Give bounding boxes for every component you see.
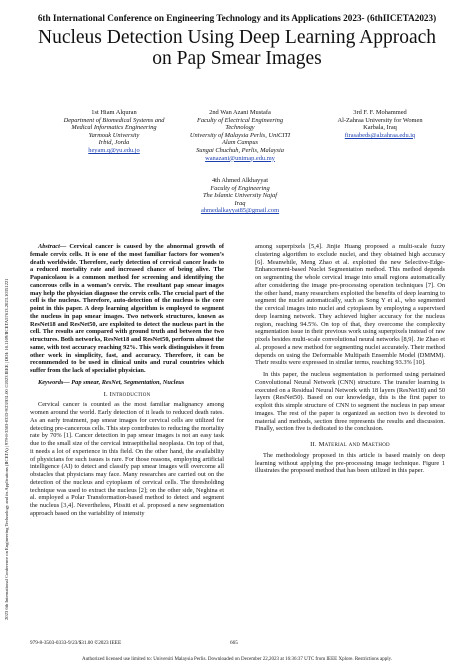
title-line-2: on Pap Smear Images (152, 48, 322, 69)
body-paragraph: among superpixels [5,4]. Jinjie Huang proposed a multi-scale fuzzy clustering algorithm to exclude nuclei, and they obtained high accuracy [6]. Meanwhile, Meng Zhao et al. exploited the new Selective-Edge-Enhancement-based Nuclei Segmentation method. This method depends on segmenting the whole cervical image into small regions automatically after considering the image pre-processing operation techniques [7]. On the other hand, many researchers exploited the benefits of deep learning to segment the nuclei automatically, such as Song Y et al., who segmented the cervical images into nuclei and cytoplasm by employing a supervised deep learning network. They achieved higher accuracy for the nucleus region, reaching 94.5%. On top of that, they overcome the complexity segmentation issue in their previous work using superpixels instead of raw pixels besides multi-scale convolutional neural networks [8,9]. Jie Zhao et al. proposed a new method for segmenting nuclei accurately. Their method depends on using the Deformable Multipath Ensemble Model (DMMM). Their results were expressed in similar terms, reaching 93.3% [10]. (255, 243, 445, 367)
author-affiliation: Yarmouk University (88, 131, 140, 139)
author-email-link[interactable]: firasabeds@alzahraa.edu.iq (344, 131, 416, 139)
sidebar-citation (4, 150, 12, 620)
body-paragraph: In this paper, the nucleus segmentation is performed using pertained Convolutional Neural Network (CNN) structure. The transfer learning is executed on a Residual Neural Network with 18 layers (ResNet18) and 50 layers (ResNet50). Based on our knowledge, this is the first paper to exploit this simple structure of CNN to segment the nucleus in pap smear images. The rest of the paper is organized as section two is devoted to material and methods, section three represents the results and discussion. Finally, section five is dedicated to the conclusion. (255, 371, 445, 433)
isbn-footer: 979-8-3503-0333-9/23/$31.00 ©2023 IEEE (30, 640, 122, 646)
author-affiliation: Sungai Chuchuh, Perlis, Malaysia (196, 146, 284, 154)
author-block-1 (54, 109, 174, 155)
authorized-use-footer: Authorized licensed use limited to: Universiti Malaysia Perlis. Downloaded on December 22,2023 at 16:36:37 UTC from IEEE Xplore. Restrictions apply. (81, 657, 393, 662)
author-affiliation: Alam Campus (221, 139, 259, 147)
conference-header: 6th International Conference on Engineering Technology and its Applications 2023- (6thIICETA2023) (37, 13, 437, 23)
abstract-paragraph (30, 243, 224, 375)
abstract-label: Abstract (38, 243, 60, 250)
author-block-3 (320, 109, 440, 139)
abstract-text: — Cervical cancer is caused by the abnormal growth of female cervix cells. It is one of the most familiar factors for women’s death worldwide. Therefore, early detection of cervical cancer leads to a reduced mortality rate and increased chance of being alive. The Papanicolaou is a common method for screening and identifying the cancerous cells in a woman’s cervix. The resultant pap smear images may help the physician diagnose the cervix cells. The crucial part of the cell is the nucleus. Therefore, auto-detection of the nucleus is the core point in this paper. A deep learning algorithm is employed to segment the nucleus in pap smear images. Two network structures, known as ResNet18 and ResNet50, are exploited to detect the nucleus part in the cell. The results are compared with ground truth and between the two structures. Both networks, ResNet18 and ResNet50, perform almost the same, with test accuracy reaching 92%. This work distinguishes it from other work in simplicity, fast, and accuracy. Therefore, it can be recommended to be used in clinical units and rural countries which suffer from the lack of specialist physician. (30, 243, 224, 374)
sidebar-citation-text: 2023 6th International Conference on Engineering Technology and its Applications (IICETA) | 979-8-3503-0333-9/23/$31.00 ©2023 IEEE | DOI: 10.1109/IICETA57613.2023.10351221 (4, 278, 9, 620)
author-name: 1st Hiam Alquran (91, 109, 137, 116)
author-block-2 (180, 109, 300, 162)
page-number: 665 (230, 640, 238, 646)
author-name: 4th Ahmed Alkhayyat (211, 177, 269, 184)
body-paragraph: The methodology proposed in this article is based mainly on deep learning without applying the pre-processing image technique. Figure 1 illustrates the proposed method that has been utilized in this paper. (255, 451, 445, 475)
author-affiliation: Iraq (234, 199, 246, 207)
paper-title (0, 27, 474, 69)
keywords-label: Keywords— (38, 378, 70, 386)
author-affiliation: The Islamic University Najaf (202, 192, 278, 200)
author-affiliation: Faculty of Electrical Engineering (196, 116, 284, 124)
keywords-paragraph (30, 379, 224, 387)
author-affiliation: University of Malaysia Perlis, UniCITI (189, 131, 291, 139)
author-email-link[interactable]: ahmedalkayyat85@gmail.com (200, 207, 280, 215)
author-affiliation: Technology (225, 124, 255, 132)
keywords-text: Pap smear, ResNet, Segmentation, Nucleus (69, 378, 185, 386)
author-email-link[interactable]: heyam.q@yu.edu.jo (88, 146, 140, 154)
introduction-paragraph: Cervical cancer is counted as the most familiar malignancy among women around the world. Early detection of it leads to reduced death rates. As an early treatment, pap smear images for cervical cells are utilized for detecting pre-cancerous cells. This step contributes to reducing the mortality rate by 70% [1]. Cancer detection in pap smear images is not an easy task due to the small size of the cervical intraepithelial neoplasia. On top of that, it needs a lot of experience in this field. On the other hand, the availability of physicians for such issues is rare. For those reasons, employing artificial intelligence (AI) to detect and classify pap smear images will overcome all obstacles that physicians may face. Many researches are carried out on the detection of the nucleus and cytoplasm of cervical cells. The thresholding technique was used to extract the nucleus [2]; on the other side, Neghina et al. employed a Polar Transformation-based method to detect and segment the nucleus [3,4]. Nevertheless, Plissiti et al. proposed a new segmentation approach based on the variability of intensity (30, 401, 225, 517)
author-name: 3rd F. F. Mohammed (353, 109, 407, 116)
author-affiliation: Irbid, Jorda (98, 139, 130, 147)
section-heading-introduction: I. Introduction (103, 390, 151, 398)
author-affiliation: Department of Biomedical Systems and (63, 116, 165, 124)
author-affiliation: Faculty of Engineering (210, 184, 270, 192)
author-email-link[interactable]: wanazani@unimap.edu.my (205, 154, 275, 162)
author-affiliation: Al-Zahraa University for Women (337, 116, 423, 124)
right-column (255, 243, 445, 475)
author-affiliation: Medical Informatics Engineering (71, 124, 157, 132)
author-name: 2nd Wan Azani Mustafa (209, 109, 271, 116)
left-column (30, 243, 224, 518)
section-heading-methods: II. Material and Maethod (310, 441, 390, 448)
author-affiliation: Karbala, Iraq (363, 124, 397, 132)
title-line-1: Nucleus Detection Using Deep Learning Approach (38, 27, 436, 48)
author-block-4 (180, 177, 300, 215)
